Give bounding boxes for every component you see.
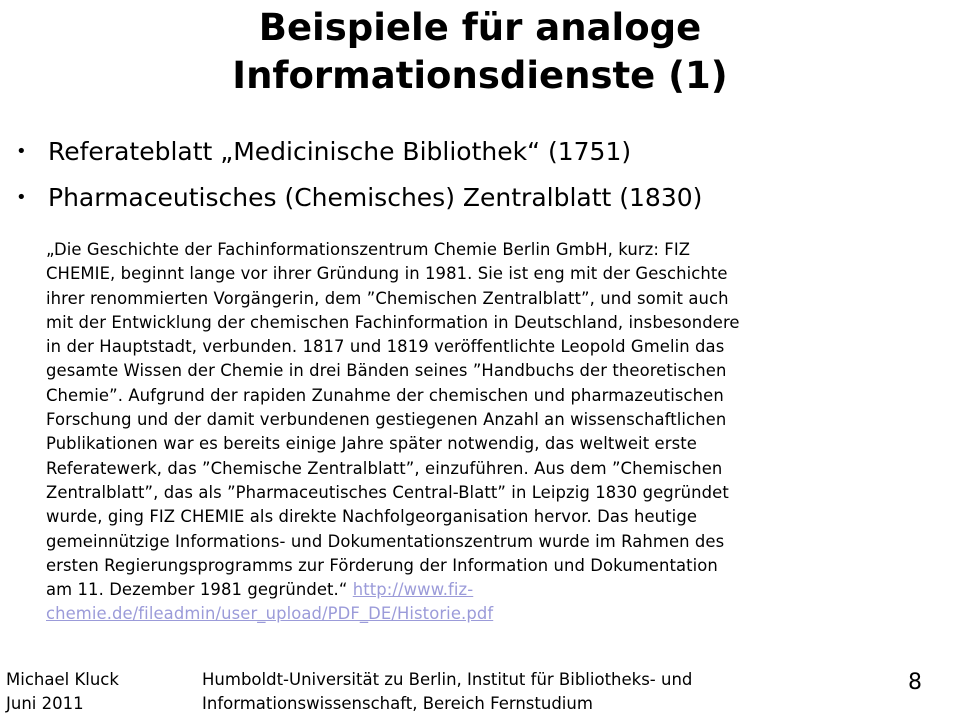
bullet-list <box>16 136 936 228</box>
quote-line: Publikationen war es bereits einige Jahre später notwendig, das weltweit erste <box>46 434 697 454</box>
footer-institution-line-1: Humboldt-Universität zu Berlin, Institut für Bibliotheks- und <box>202 670 693 689</box>
quote-line: mit der Entwicklung der chemischen Fachinformation in Deutschland, insbesondere <box>46 312 740 332</box>
quote-line: ersten Regierungsprogramms zur Förderung der Information und Dokumentation <box>46 555 718 575</box>
quote-line: CHEMIE, beginnt lange vor ihrer Gründung in 1981. Sie ist eng mit der Geschichte <box>46 264 728 284</box>
bullet-item-zentralblatt: • Pharmaceutisches (Chemisches) Zentralblatt (1830) <box>16 182 936 214</box>
quote-line: gemeinnützige Informations- und Dokumentationszentrum wurde im Rahmen des <box>46 531 725 551</box>
quote-paragraph <box>46 238 926 627</box>
quote-line-last <box>46 578 926 602</box>
quote-line: Referatewerk, das ”Chemische Zentralblatt”, einzuführen. Aus dem ”Chemischen <box>46 458 723 478</box>
footer-date: Juni 2011 <box>6 694 84 713</box>
quote-line: wurde, ging FIZ CHEMIE als direkte Nachfolgeorganisation hervor. Das heutige <box>46 507 698 527</box>
footer-institution-block <box>202 668 692 716</box>
quote-line: „Die Geschichte der Fachinformationszentrum Chemie Berlin GmbH, kurz: FIZ <box>46 240 691 259</box>
source-link[interactable]: http://www.fiz- <box>352 580 474 600</box>
quote-line: gesamte Wissen der Chemie in drei Bänden seines ”Handbuchs der theoretischen <box>46 361 727 381</box>
quote-line: Chemie”. Aufgrund der rapiden Zunahme der chemischen und pharmazeutischen <box>46 385 724 405</box>
page-number: 8 <box>908 670 922 695</box>
quote-line: in der Hauptstadt, verbunden. 1817 und 1819 veröffentlichte Leopold Gmelin das <box>46 337 725 357</box>
slide-title <box>0 4 960 100</box>
source-link-continued[interactable]: chemie.de/fileadmin/user_upload/PDF_DE/Historie.pdf <box>46 604 494 624</box>
footer-author: Michael Kluck <box>6 670 119 689</box>
footer-institution-line-2: Informationswissenschaft, Bereich Fernstudium <box>202 694 593 713</box>
slide-title-line-2: Informationsdienste (1) <box>232 54 728 97</box>
quote-line-link <box>46 602 926 626</box>
footer-author-block <box>6 668 119 716</box>
quote-line: Forschung und der damit verbundenen gestiegenen Anzahl an wissenschaftlichen <box>46 410 727 430</box>
quote-line: ihrer renommierten Vorgängerin, dem ”Chemischen Zentralblatt”, und somit auch <box>46 288 729 308</box>
bullet-item-medicinische-bibliothek: • Referateblatt „Medicinische Bibliothek“ (1751) <box>16 136 936 168</box>
slide-title-line-1: Beispiele für analoge <box>258 6 702 49</box>
quote-line: Zentralblatt”, das als ”Pharmaceutisches Central-Blatt” in Leipzig 1830 gegründet <box>46 482 729 502</box>
quote-closing-text: am 11. Dezember 1981 gegründet.“ <box>46 580 348 600</box>
